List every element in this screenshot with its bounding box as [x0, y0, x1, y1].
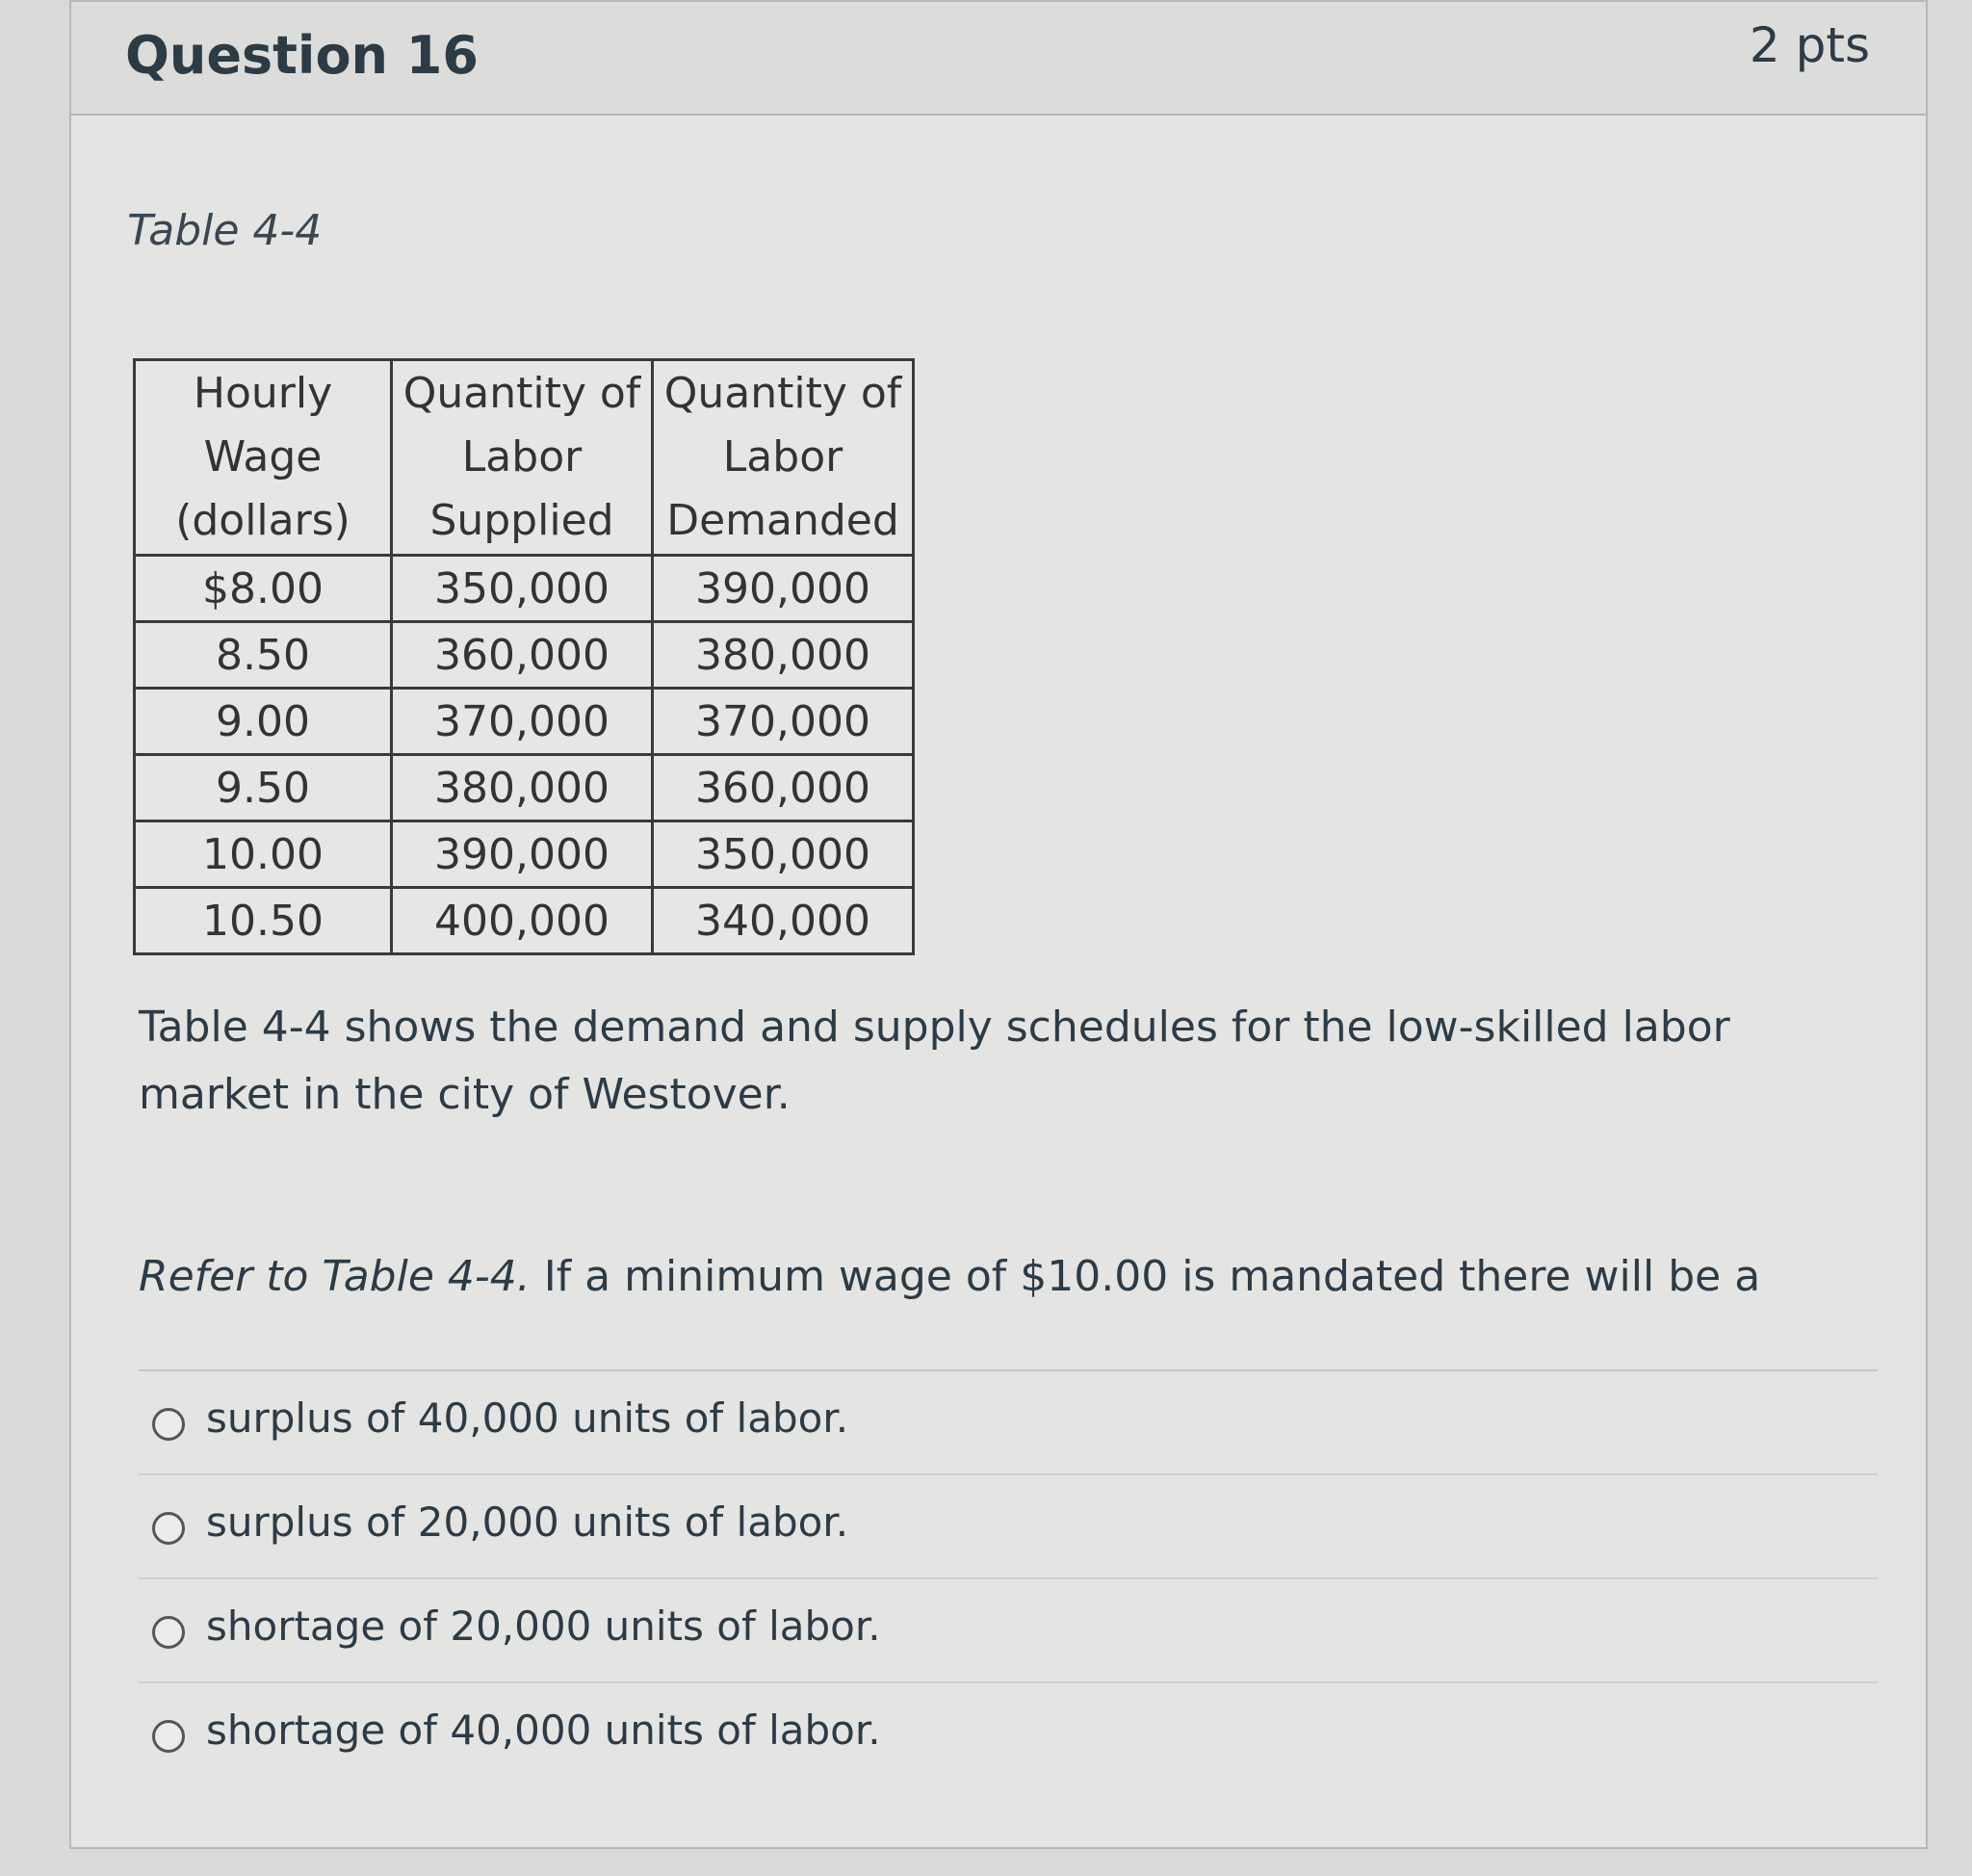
radio-button[interactable] [152, 1512, 185, 1545]
answer-label[interactable]: shortage of 40,000 units of labor. [206, 1707, 881, 1754]
question-points: 2 pts [1749, 17, 1870, 73]
table-row [135, 821, 914, 888]
cell-supplied: 400,000 [392, 888, 653, 954]
cell-wage: 10.50 [135, 888, 392, 954]
radio-button[interactable] [152, 1616, 185, 1649]
table-row [135, 755, 914, 821]
cell-wage: 8.50 [135, 622, 392, 689]
cell-wage: $8.00 [135, 556, 392, 622]
header-hourly-wage: Hourly Wage (dollars) [135, 360, 392, 556]
prompt-reference: Refer to Table 4-4. [139, 1252, 531, 1301]
table-row [135, 622, 914, 689]
radio-button[interactable] [152, 1720, 185, 1753]
table-row [135, 689, 914, 755]
cell-wage: 10.00 [135, 821, 392, 888]
answer-option[interactable] [139, 1577, 1878, 1681]
answer-list [139, 1369, 1878, 1785]
table-row [135, 556, 914, 622]
cell-demanded: 390,000 [653, 556, 914, 622]
answer-option[interactable] [139, 1473, 1878, 1577]
table-caption: Table 4-4 [127, 206, 323, 255]
cell-demanded: 370,000 [653, 689, 914, 755]
cell-wage: 9.50 [135, 755, 392, 821]
prompt-text: If a minimum wage of $10.00 is mandated there will be a [530, 1252, 1761, 1301]
header-quantity-supplied: Quantity of Labor Supplied [392, 360, 653, 556]
cell-demanded: 360,000 [653, 755, 914, 821]
answer-label[interactable]: shortage of 20,000 units of labor. [206, 1602, 881, 1650]
cell-supplied: 390,000 [392, 821, 653, 888]
header-quantity-demanded: Quantity of Labor Demanded [653, 360, 914, 556]
cell-demanded: 340,000 [653, 888, 914, 954]
answer-label[interactable]: surplus of 40,000 units of labor. [206, 1394, 849, 1442]
cell-demanded: 380,000 [653, 622, 914, 689]
radio-button[interactable] [152, 1408, 185, 1441]
cell-wage: 9.00 [135, 689, 392, 755]
cell-supplied: 380,000 [392, 755, 653, 821]
answer-option[interactable] [139, 1369, 1878, 1473]
question-header [71, 2, 1926, 116]
answer-label[interactable]: surplus of 20,000 units of labor. [206, 1498, 849, 1546]
labor-market-table [133, 358, 915, 955]
question-prompt [139, 1252, 1853, 1301]
cell-supplied: 360,000 [392, 622, 653, 689]
question-card [69, 0, 1928, 1849]
table-header-row [135, 360, 914, 556]
answer-option[interactable] [139, 1681, 1878, 1785]
cell-supplied: 370,000 [392, 689, 653, 755]
cell-demanded: 350,000 [653, 821, 914, 888]
question-title: Question 16 [125, 25, 479, 86]
table-description: Table 4-4 shows the demand and supply schedules for the low-skilled labor market in the city of Westover. [139, 1003, 1730, 1119]
cell-supplied: 350,000 [392, 556, 653, 622]
table-row [135, 888, 914, 954]
